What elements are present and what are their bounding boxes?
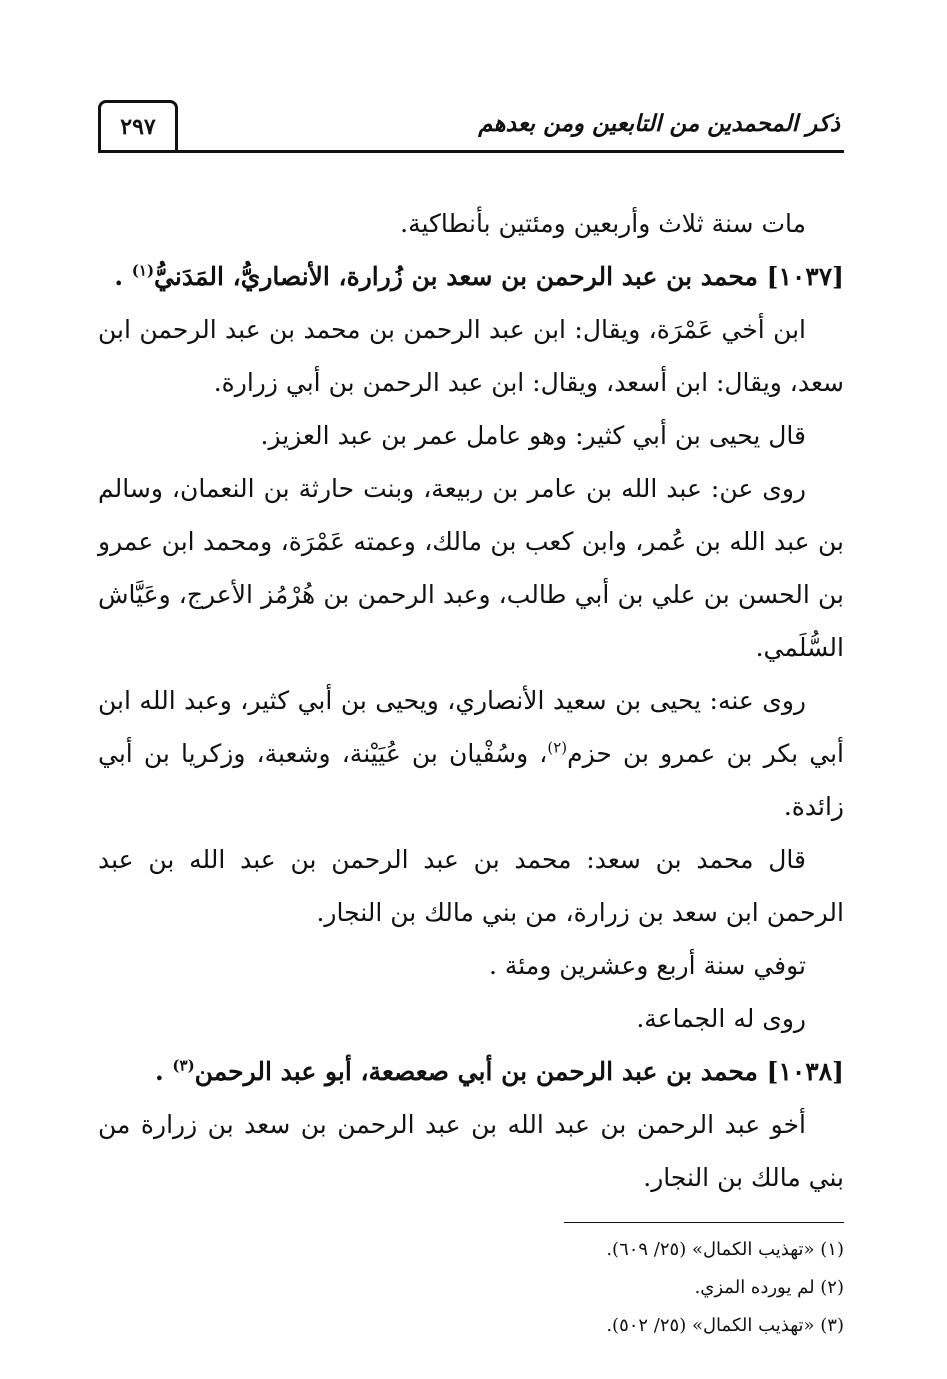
text-paragraph: ابن أخي عَمْرَة، ويقال: ابن عبد الرحمن بن محمد بن عبد الرحمن ابن سعد، ويقال: ابن أسعد، ويقال: ابن عبد الرحمن بن أبي زرارة. (98, 315, 844, 397)
footnote-3: (٣) «تهذيب الكمال» (٢٥/ ٥٠٢). (606, 1315, 844, 1336)
page-header (98, 100, 844, 153)
footnote-divider (564, 1222, 844, 1223)
book-page (98, 100, 844, 1345)
footnote-marker: (١) (131, 261, 155, 280)
narrated-from-paragraph: روى عن: عبد الله بن عامر بن ربيعة، وبنت حارثة بن النعمان، وسالم بن عبد الله بن عُمر، وابن كعب بن مالك، وعمته عَمْرَة، ومحمد ابن عمرو بن الحسن بن علي بن أبي طالب، وعبد الرحمن بن هُرْمُز الأعرج، وعَيَّاش السُّلَمي. (98, 474, 844, 662)
footnote-1: (١) «تهذيب الكمال» (٢٥/ ٦٠٩). (606, 1239, 844, 1260)
footnote-marker: (٢) (547, 738, 568, 757)
text-line: قال يحيى بن أبي كثير: وهو عامل عمر بن عبد العزيز. (260, 421, 806, 450)
footnote-2: (٢) لم يورده المزي. (694, 1277, 844, 1298)
footnote-marker: (٣) (172, 1056, 195, 1075)
text-line: روى له الجماعة. (636, 1004, 806, 1033)
text-paragraph: أخو عبد الرحمن بن عبد الله بن عبد الرحمن بن سعد بن زرارة من بني مالك بن النجار. (98, 1110, 844, 1192)
main-text (98, 197, 844, 1204)
entry-heading-1038: [١٠٣٨] محمد بن عبد الرحمن بن أبي صعصعة، أبو عبد الرحمن$^{(٣)}$ . (154, 1056, 844, 1086)
entry-heading-1037: [١٠٣٧] محمد بن عبد الرحمن بن سعد بن زُرارة، الأنصاريُّ، المَدَنيُّ$^{(١)}$ . (114, 261, 844, 291)
running-title: ذكر المحمدين من التابعين ومن بعدهم (478, 110, 840, 137)
text-paragraph: قال محمد بن سعد: محمد بن عبد الرحمن بن عبد الله بن عبد الرحمن ابن سعد بن زرارة، من بني مالك بن النجار. (98, 845, 844, 927)
text-line: توفي سنة أربع وعشرين ومئة . (488, 951, 806, 980)
footnotes (98, 1231, 844, 1345)
narrated-by-paragraph: روى عنه: يحيى بن سعيد الأنصاري، ويحيى بن أبي كثير، وعبد الله ابن أبي بكر بن عمرو بن حزم$^{(٢)}$، وسُفْيان بن عُيَيْنة، وشعبة، وزكريا بن أبي زائدة. (98, 686, 844, 821)
text-line: مات سنة ثلاث وأربعين ومئتين بأنطاكية. (400, 209, 806, 238)
page-number: ٢٩٧ (98, 100, 178, 151)
